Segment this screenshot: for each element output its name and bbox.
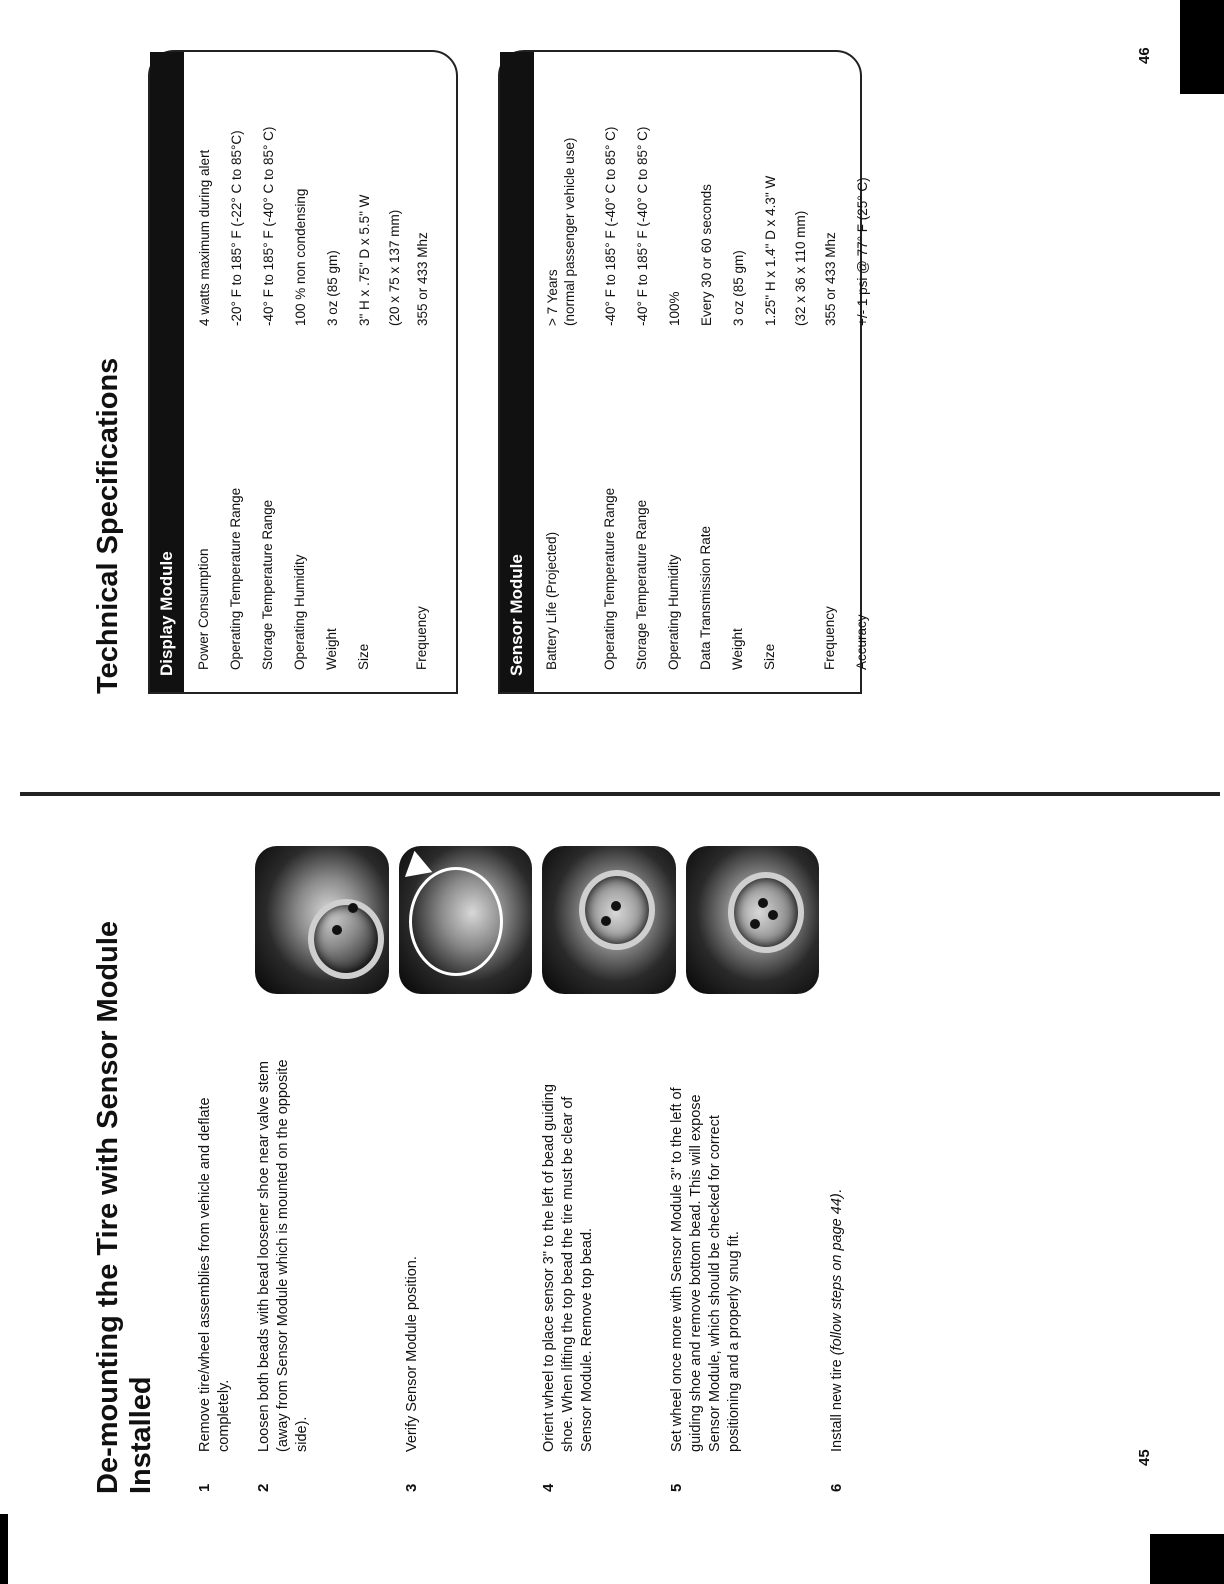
spec-label: Operating Humidity (292, 554, 307, 670)
spec-label: Size (356, 643, 371, 670)
spec-value: 1.25" H x 1.4" D x 4.3" W (32 x 36 x 110 mm) (763, 175, 808, 326)
spec-label: Operating Humidity (666, 554, 681, 670)
spec-value: 3 oz (85 gm) (731, 250, 746, 326)
spec-value: +/- 1 psi @ 77° F (25° C) (855, 177, 870, 326)
page-number: 46 (1136, 47, 1153, 64)
section-header: Display Module (150, 52, 184, 692)
section-header: Sensor Module (500, 52, 534, 692)
photo-strip (255, 846, 819, 994)
spec-value: 355 or 433 Mhz (823, 232, 838, 326)
wheel-bottom-bead-photo (686, 846, 820, 994)
spec-label: Data Transmission Rate (698, 525, 713, 670)
spec-value: Every 30 or 60 seconds (699, 184, 714, 326)
spec-value: > 7 Years (normal passenger vehicle use) (545, 137, 577, 326)
wheel-top-bead-photo (542, 846, 676, 994)
spec-value: 4 watts maximum during alert (197, 149, 212, 326)
step-text: Verify Sensor Module position. (404, 1256, 420, 1452)
step-text: Remove tire/wheel assemblies from vehicle and deflate completely. (197, 1097, 232, 1452)
sensor-module-table (498, 50, 870, 694)
spec-label: Weight (730, 628, 745, 670)
step-number: 3 (403, 1483, 420, 1492)
spec-label: Weight (324, 628, 339, 670)
spec-label: Operating Temperature Range (602, 487, 617, 670)
step-text: Orient wheel to place sensor 3" to the left of bead guiding shoe. When lifting the top bead the tire must be clear of Sensor Module. Remove top bead. (541, 1084, 595, 1452)
spec-label: Power Consumption (196, 548, 211, 670)
spec-label: Operating Temperature Range (228, 487, 243, 670)
step-number: 1 (196, 1483, 213, 1492)
spec-value: -20° F to 185° F (-22° C to 85°C) (229, 130, 244, 326)
spec-value: 3 oz (85 gm) (325, 250, 340, 326)
display-module-table (148, 50, 458, 694)
tire-wheel-photo (255, 846, 389, 994)
step-text: Set wheel once more with Sensor Module 3" to the left of guiding shoe and remove bottom bead. This will expose Sensor Module, which should be checked for correct positioning and a properly snug fit. (669, 1087, 742, 1452)
spec-label: Battery Life (Projected) (544, 531, 559, 670)
spec-label: Accuracy (854, 614, 869, 670)
page-45 (0, 794, 1224, 1584)
spec-value: -40° F to 185° F (-40° C to 85° C) (635, 126, 650, 326)
spec-value: -40° F to 185° F (-40° C to 85° C) (261, 126, 276, 326)
spec-value: 100% (667, 291, 682, 326)
spec-value: -40° F to 185° F (-40° C to 85° C) (603, 126, 618, 326)
spec-label: Frequency (822, 606, 837, 670)
spec-value: 3" H x .75" D x 5.5" W (20 x 75 x 137 mm) (357, 194, 402, 326)
step-text: Install new tire (follow steps on page 44). (829, 1189, 845, 1452)
step-number: 2 (255, 1483, 272, 1492)
sensor-position-photo (399, 846, 533, 994)
spec-value: 355 or 433 Mhz (415, 232, 430, 326)
spec-label: Storage Temperature Range (260, 499, 275, 670)
step-number: 5 (668, 1483, 685, 1492)
page-title: De-mounting the Tire with Sensor Module Installed (92, 920, 157, 1494)
page-number: 45 (1136, 1449, 1153, 1466)
spec-label: Storage Temperature Range (634, 499, 649, 670)
spec-value: 100 % non condensing (293, 188, 308, 326)
step-text: Loosen both beads with bead loosener shoe near valve stem (away from Sensor Module which is mounted on the opposite side). (256, 1059, 310, 1452)
step-number: 4 (540, 1483, 557, 1492)
step-number: 6 (828, 1483, 845, 1492)
spec-label: Size (762, 643, 777, 670)
spec-label: Frequency (414, 606, 429, 670)
page-title: Technical Specifications (92, 357, 124, 694)
